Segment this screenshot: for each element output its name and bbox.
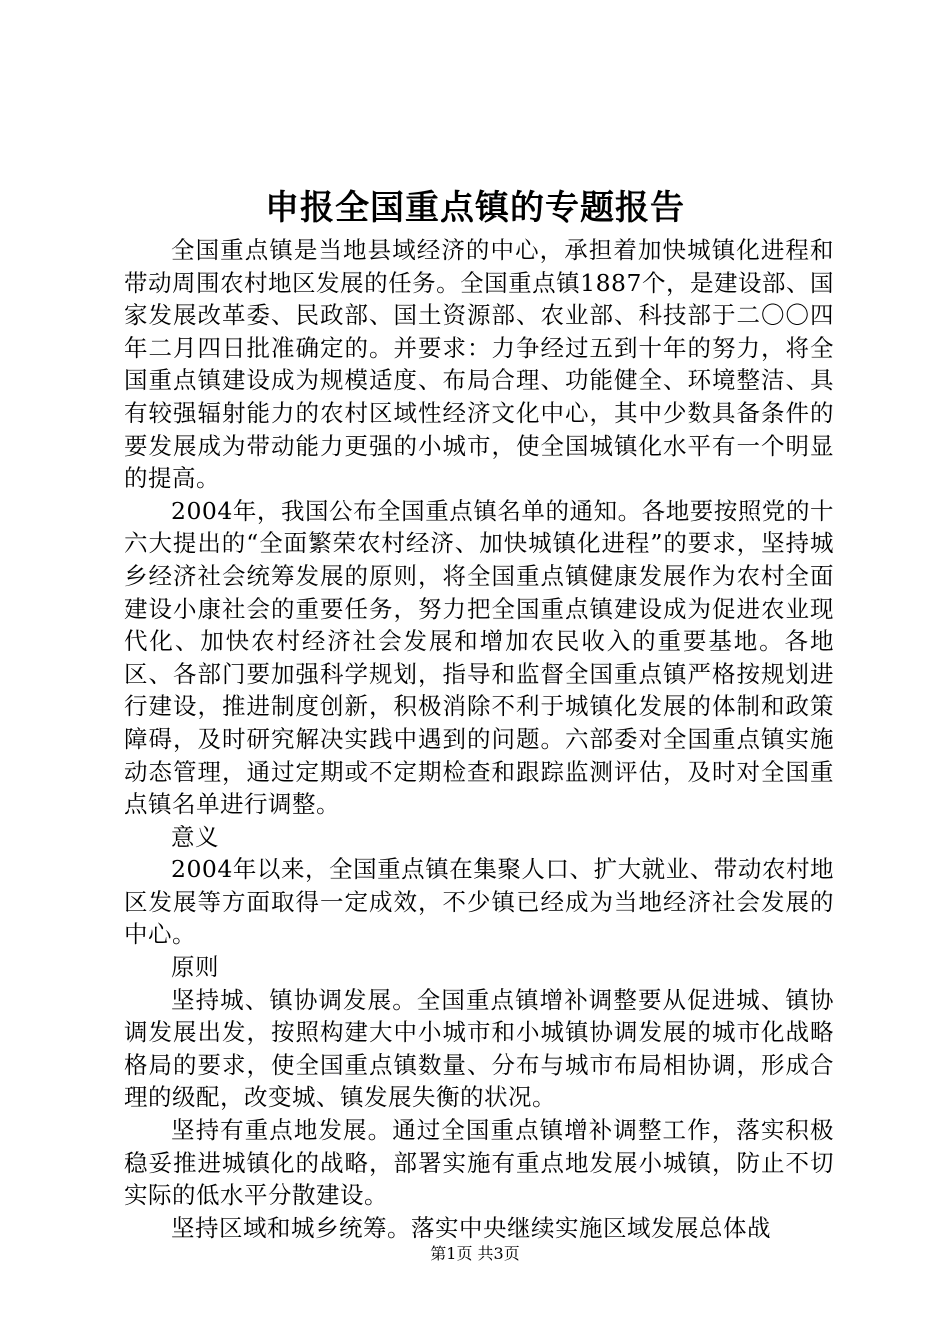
paragraph: 全国重点镇是当地县域经济的中心，承担着加快城镇化进程和带动周围农村地区发展的任务。全国重点镇1887个，是建设部、国家发展改革委、民政部、国土资源部、农业部、科技部于二〇〇四年二月四日批准确定的。并要求：力争经过五到十年的努力，将全国重点镇建设成为规模适度、布局合理、功能健全、环境整洁、具有较强辐射能力的农村区域性经济文化中心，其中少数具备条件的要发展成为带动能力更强的小城市，使全国城镇化水平有一个明显的提高。 [124,236,834,493]
document-title: 申报全国重点镇的专题报告 [265,188,685,228]
paragraph: 2004年，我国公布全国重点镇名单的通知。各地要按照党的十六大提出的“全面繁荣农村经济、加快城镇化进程”的要求，坚持城乡经济社会统筹发展的原则，将全国重点镇健康发展作为农村全面建设小康社会的重要任务，努力把全国重点镇建设成为促进农业现代化、加快农村经济社会发展和增加农民收入的重要基地。各地区、各部门要加强科学规划，指导和监督全国重点镇严格按规划进行建设，推进制度创新，积极消除不利于城镇化发展的体制和政策障碍，及时研究解决实践中遇到的问题。六部委对全国重点镇实施动态管理，通过定期或不定期检查和跟踪监测评估，及时对全国重点镇名单进行调整。 [124,496,834,819]
paragraph: 坚持城、镇协调发展。全国重点镇增补调整要从促进城、镇协调发展出发，按照构建大中小城市和小城镇协调发展的城市化战略格局的要求，使全国重点镇数量、分布与城市布局相协调，形成合理的级配，改变城、镇发展失衡的状况。 [124,985,834,1112]
page-number-footer: 第1页 共3页 [430,1244,520,1263]
paragraph: 坚持区域和城乡统筹。落实中央继续实施区域发展总体战 [171,1213,771,1242]
paragraph: 坚持有重点地发展。通过全国重点镇增补调整工作，落实积极稳妥推进城镇化的战略，部署实施有重点地发展小城镇，防止不切实际的低水平分散建设。 [124,1116,834,1210]
section-heading: 原则 [171,953,219,982]
paragraph: 2004年以来，全国重点镇在集聚人口、扩大就业、带动农村地区发展等方面取得一定成效，不少镇已经成为当地经济社会发展的中心。 [124,855,834,949]
document-body [124,234,834,1244]
section-heading: 意义 [171,822,219,851]
